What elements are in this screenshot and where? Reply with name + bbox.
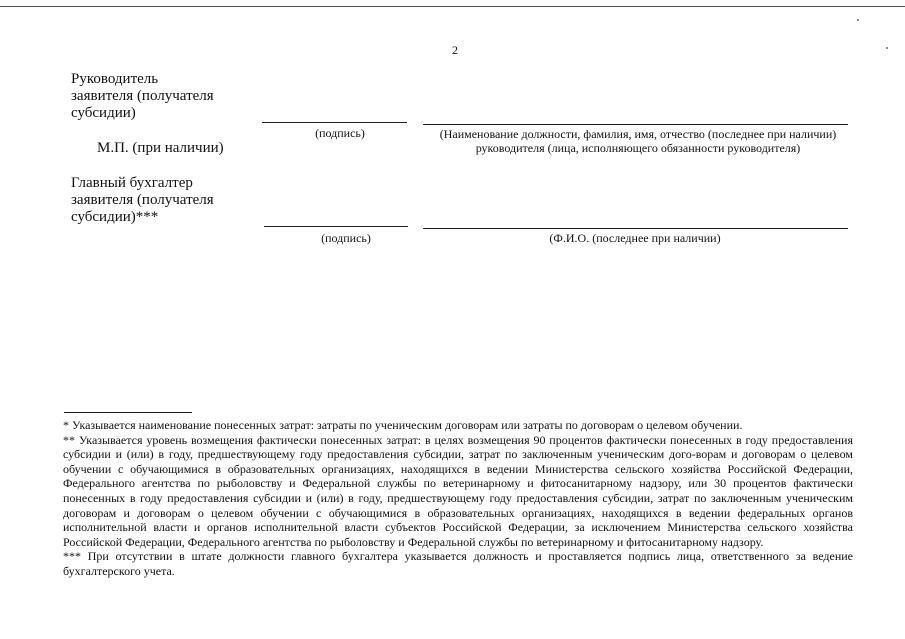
footnotes bbox=[63, 418, 853, 579]
head-label-line: субсидии) bbox=[71, 105, 136, 121]
head-label bbox=[71, 71, 214, 122]
footnote-1: * Указывается наименование понесенных затрат: затраты по ученическим договорам или затраты по договорам о целевом обучении. bbox=[63, 418, 743, 432]
accountant-name-caption: (Ф.И.О. (последнее при наличии) bbox=[549, 231, 721, 245]
accountant-signature-line bbox=[264, 226, 408, 227]
stamp-label: М.П. (при наличии) bbox=[97, 140, 224, 156]
head-label-line: Руководитель bbox=[71, 71, 159, 87]
accountant-label bbox=[71, 175, 214, 226]
scan-speck bbox=[886, 47, 888, 49]
accountant-label-line: заявителя (получателя bbox=[71, 192, 214, 208]
footnote-separator bbox=[64, 412, 192, 413]
head-signature-caption: (подпись) bbox=[315, 126, 365, 140]
accountant-label-line: Главный бухгалтер bbox=[71, 175, 193, 191]
accountant-signature-caption: (подпись) bbox=[321, 231, 371, 245]
head-name-line bbox=[423, 124, 848, 125]
footnote-2: ** Указывается уровень возмещения фактически понесенных затрат: в целях возмещения 90 процентов фактически понесенных в году предоставления субсидии и (или) в году, предшествующему году предоставления субсидии, затрат по заключенным ученическим дого-ворам и договорам о целевом обучении с обучающимися в образовательных организациях, находящихся в ведении Министерства сельского хозяйства Российской Федерации, Федерального агентства по рыболовству и Федеральной службы по ветеринарному и фитосанитарному надзору, или 30 процентов фактически понесенных в году предоставления субсидии и (или) в году, предшествующему году предоставления субсидии, затрат по заключенным ученическим договорам и договорам о целевом обучении с обучающимися в образовательных организациях, находящихся в ведении федеральных органов исполнительной власти и органов исполнительной власти субъектов Российской Федерации, за исключением Министерства сельского хозяйства Российской Федерации, Федерального агентства по рыболовству и Федеральной службы по ветеринарному и фитосанитарному надзору. bbox=[63, 432, 853, 549]
accountant-name-line bbox=[423, 228, 848, 229]
head-label-line: заявителя (получателя bbox=[71, 88, 214, 104]
footnote-3: *** При отсутствии в штате должности главного бухгалтера указывается должность и проставляется подпись лица, ответственного за ведение бухгалтерского учета. bbox=[63, 549, 853, 578]
scan-speck bbox=[857, 19, 859, 21]
page-number: 2 bbox=[452, 43, 458, 57]
accountant-label-line: субсидии)*** bbox=[71, 209, 159, 225]
scan-border-top bbox=[0, 6, 905, 7]
head-name-caption: (Наименование должности, фамилия, имя, отчество (последнее при наличии) руководителя (лица, исполняющего обязанности руководителя) bbox=[439, 127, 837, 155]
head-signature-line bbox=[262, 122, 407, 123]
